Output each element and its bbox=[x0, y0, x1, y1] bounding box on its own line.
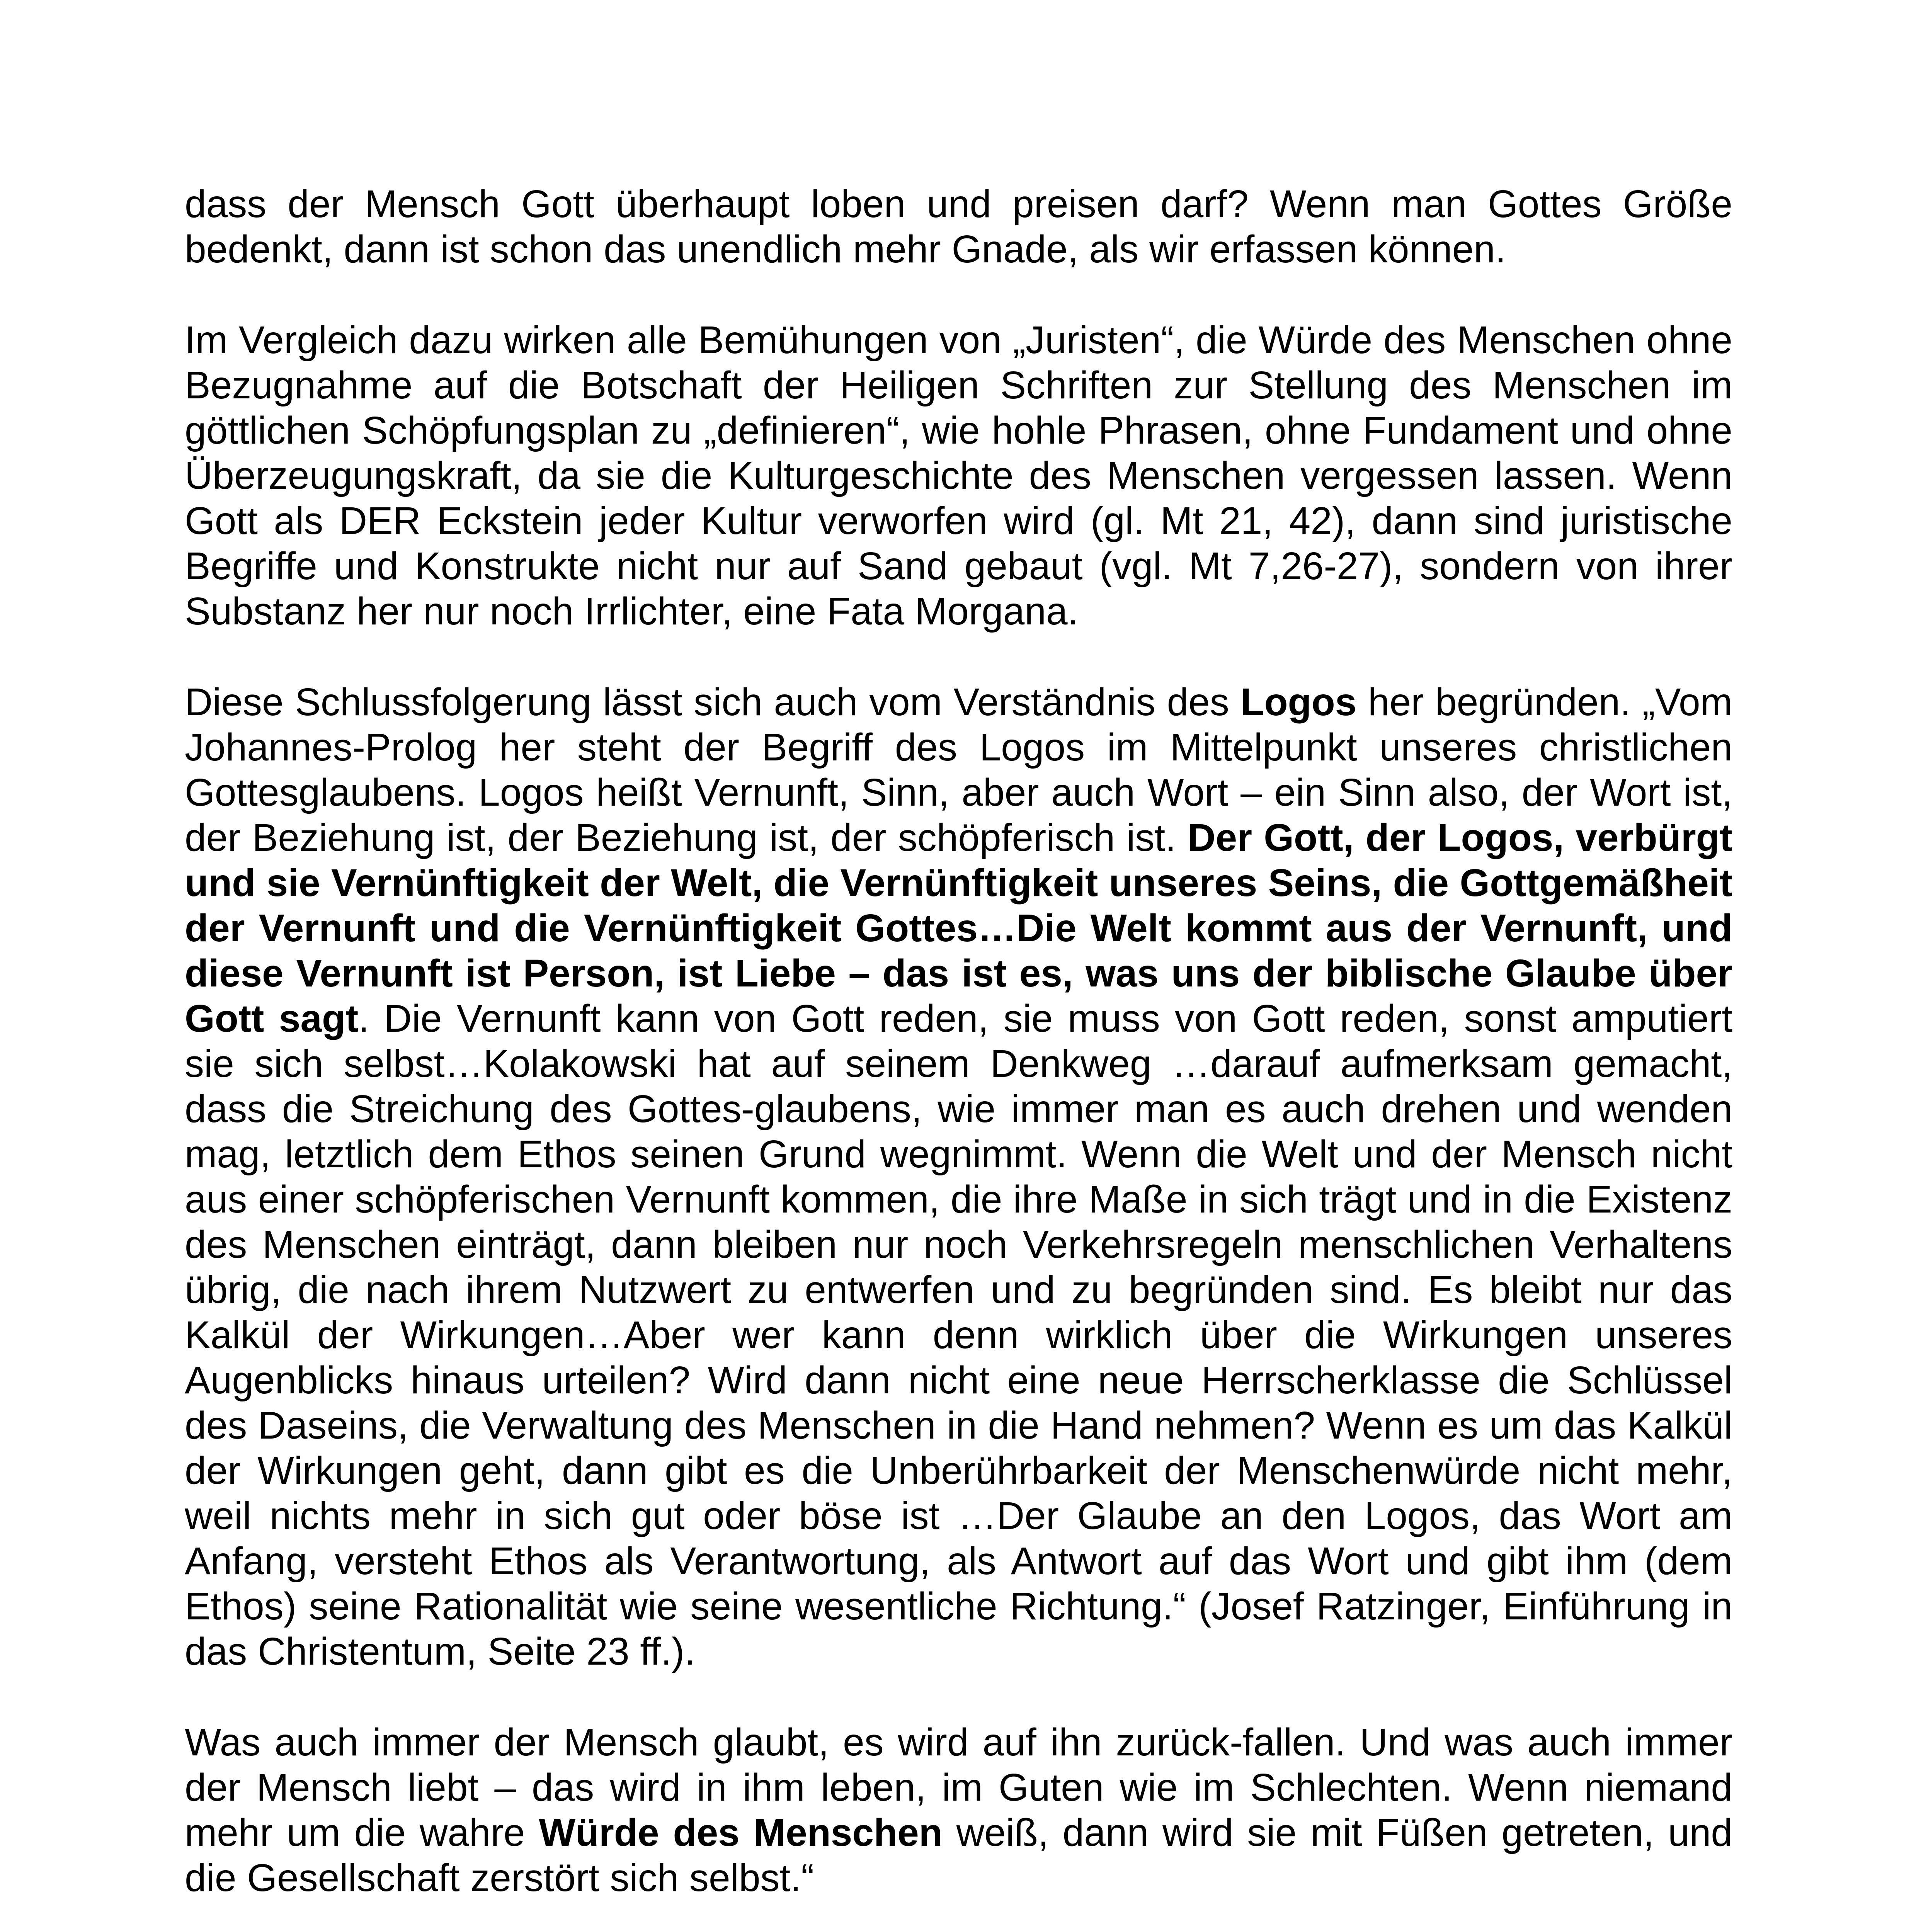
paragraph-3-text-c: her begründen. „Vom Johannes-Prolog her steht der Begriff des Logos im Mittelpunkt unseres christlichen Gottesglaubens. Logos heißt Vernunft, Sinn, aber auch Wort – ein Sinn also, der Wort ist, der Beziehung ist, der Beziehung ist, der schöpferisch ist. bbox=[185, 680, 1732, 859]
paragraph-2-text: Im Vergleich dazu wirken alle Bemühungen von „Juristen“, die Würde des Menschen ohne Bezugnahme auf die Botschaft der Heiligen Schriften zur Stellung des Menschen im göttlichen Schöpfungsplan zu „definieren“, wie hohle Phrasen, ohne Fundament und ohne Überzeugungskraft, da sie die Kulturgeschichte des Menschen vergessen lassen. Wenn Gott als DER Eckstein jeder Kultur verworfen wird (gl. Mt 21, 42), dann sind juristische Begriffe und Konstrukte nicht nur auf Sand gebaut (vgl. Mt 7,26-27), sondern von ihrer Substanz her nur noch Irrlichter, eine Fata Morgana. bbox=[185, 318, 1732, 633]
paragraph-4-text-a: Was auch immer der Mensch glaubt, es wird auf ihn zurück-fallen. Und was auch immer der Mensch liebt – das wird in ihm leben, im Guten wie im Schlechten. Wenn niemand mehr um die wahre bbox=[185, 1721, 1732, 1854]
paragraph-3-bold-quote: Der Gott, der Logos, verbürgt und sie Vernünftigkeit der Welt, die Vernünftigkeit unseres Seins, die Gottgemäßheit der Vernunft und die Vernünftigkeit Gottes…Die Welt kommt aus der Vernunft, und diese Vernunft ist Person, ist Liebe – das ist es, was uns der biblische Glaube über Gott sagt bbox=[185, 816, 1732, 1040]
paragraph-4-text-c: weiß, dann wird sie mit Füßen getreten, und die Gesellschaft zerstört sich selbst.“ bbox=[185, 1811, 1732, 1900]
paragraph-1 bbox=[185, 182, 1732, 272]
paragraph-3 bbox=[185, 680, 1732, 1674]
paragraph-2 bbox=[185, 318, 1732, 634]
paragraph-3-text-e: . Die Vernunft kann von Gott reden, sie muss von Gott reden, sonst amputiert sie sich selbst…Kolakowski hat auf seinem Denkweg …darauf aufmerksam gemacht, dass die Streichung des Gottes-glaubens, wie immer man es auch drehen und wenden mag, letztlich dem Ethos seinen Grund wegnimmt. Wenn die Welt und der Mensch nicht aus einer schöpferischen Vernunft kommen, die ihre Maße in sich trägt und in die Existenz des Menschen einträgt, dann bleiben nur noch Verkehrsregeln menschlichen Verhaltens übrig, die nach ihrem Nutzwert zu entwerfen und zu begründen sind. Es bleibt nur das Kalkül der Wirkungen…Aber wer kann denn wirklich über die Wirkungen unseres Augenblicks hinaus urteilen? Wird dann nicht eine neue Herrscherklasse die Schlüssel des Daseins, die Verwaltung des Menschen in die Hand nehmen? Wenn es um das Kalkül der Wirkungen geht, dann gibt es die Unberührbarkeit der Menschenwürde nicht mehr, weil nichts mehr in sich gut oder böse ist …Der Glaube an den Logos, das Wort am Anfang, versteht Ethos als Verantwortung, als Antwort auf das Wort und gibt ihm (dem Ethos) seine Rationalität wie seine wesentliche Richtung.“ (Josef Ratzinger, Einführung in das Christentum, Seite 23 ff.). bbox=[185, 997, 1732, 1673]
logos-term: Logos bbox=[1240, 680, 1357, 724]
document-body bbox=[185, 182, 1732, 1932]
paragraph-3-text-a: Diese Schlussfolgerung lässt sich auch vom Verständnis des bbox=[185, 680, 1241, 724]
wuerde-term: Würde des Menschen bbox=[539, 1811, 943, 1854]
paragraph-4 bbox=[185, 1720, 1732, 1901]
paragraph-1-text: dass der Mensch Gott überhaupt loben und preisen darf? Wenn man Gottes Größe bedenkt, dann ist schon das unendlich mehr Gnade, als wir erfassen können. bbox=[185, 182, 1732, 271]
